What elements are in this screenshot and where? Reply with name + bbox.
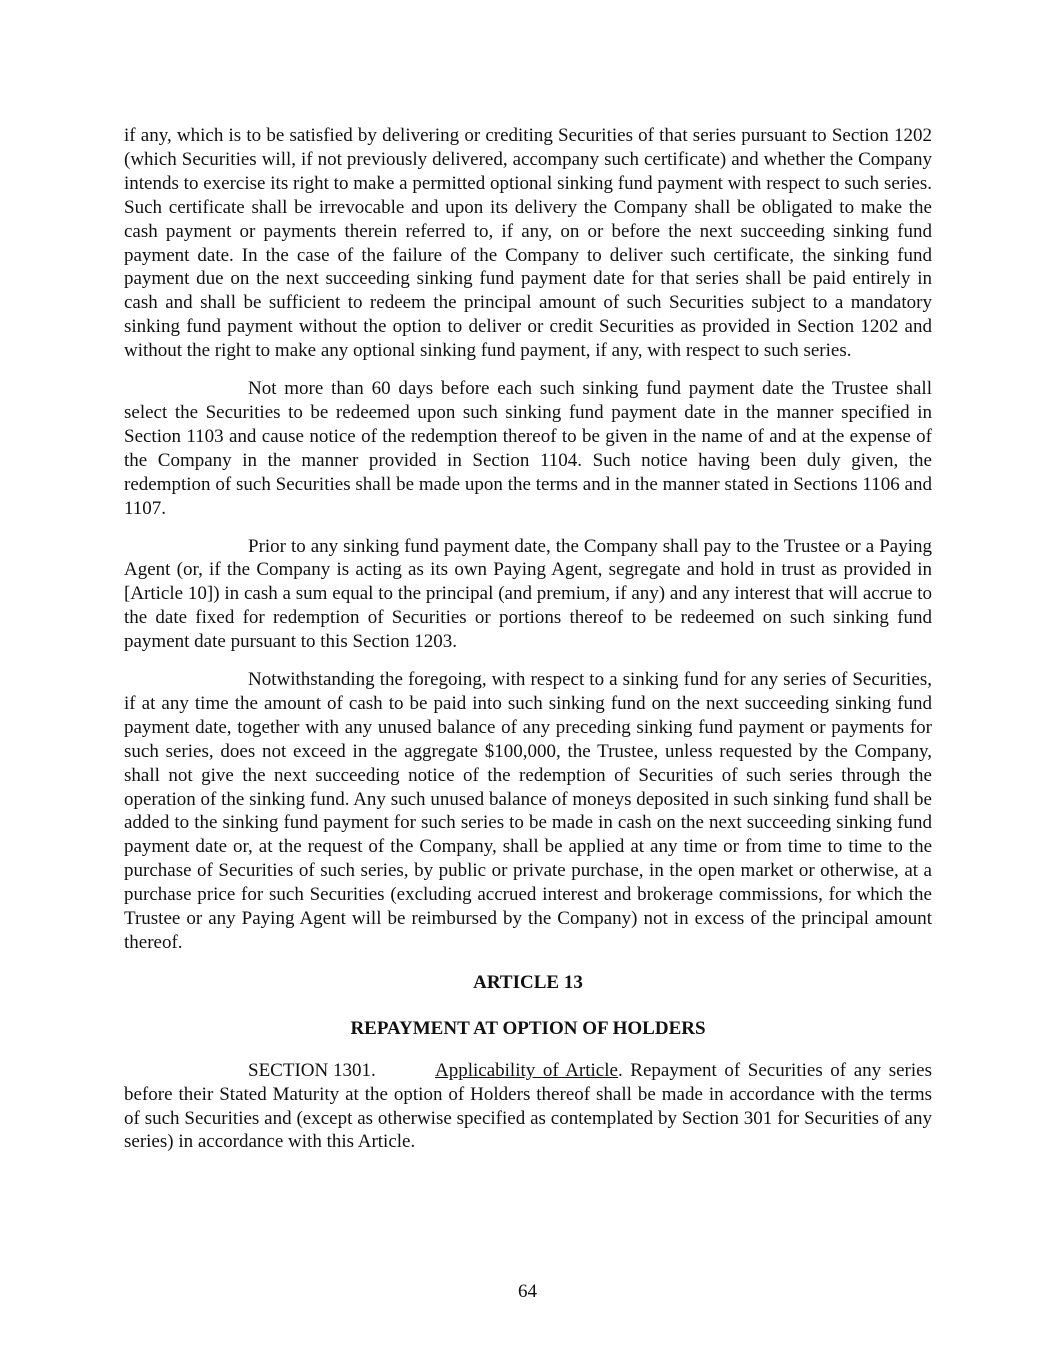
page-number: 64 — [518, 1281, 537, 1302]
article-heading: ARTICLE 13 — [473, 971, 583, 993]
article-title: REPAYMENT AT OPTION OF HOLDERS — [350, 1017, 706, 1039]
paragraph-trustee-selection: Not more than 60 days before each such sinking fund payment date the Trustee shall select the Securities to be redeemed upon such sinking fund payment date in the manner specified in Section 1103 and cause notice of the redemption thereof to be given in the name of and at the expense of the Company in the manner provided in Section 1104. Such notice having been duly given, the redemption of such Securities shall be made upon the terms and in the manner stated in Sections 1106 and 1107. — [124, 378, 932, 519]
document-page — [124, 124, 932, 1154]
section-title: Applicability of Article — [435, 1059, 618, 1081]
section-body: . Repayment of Securities of any series before their Stated Maturity at the option of Holders thereof shall be made in accordance with the terms of such Securities and (except as otherwise specified as contemplated by Section 301 for Securities of any series) in accordance with this Article. — [124, 1059, 932, 1153]
section-1301 — [124, 1059, 932, 1155]
paragraph-notwithstanding: Notwithstanding the foregoing, with respect to a sinking fund for any series of Securities, if at any time the amount of cash to be paid into such sinking fund on the next succeeding sinking fund payment date, together with any unused balance of any preceding sinking fund payment or payments for such series, does not exceed in the aggregate $100,000, the Trustee, unless requested by the Company, shall not give the next succeeding notice of the redemption of Securities of such series through the operation of the sinking fund. Any such unused balance of moneys deposited in such sinking fund shall be added to the sinking fund payment for such series to be made in cash on the next succeeding sinking fund payment date or, at the request of the Company, shall be applied at any time or from time to time to the purchase of Securities of such series, by public or private purchase, in the open market or otherwise, at a purchase price for such Securities (excluding accrued interest and brokerage commissions, for which the Trustee or any Paying Agent will be reimbursed by the Company) not in excess of the principal amount thereof. — [124, 669, 932, 953]
paragraph-sinking-fund-certificate: if any, which is to be satisfied by delivering or crediting Securities of that series pursuant to Section 1202 (which Securities will, if not previously delivered, accompany such certificate) and whether the Company intends to exercise its right to make a permitted optional sinking fund payment with respect to such series. Such certificate shall be irrevocable and upon its delivery the Company shall be obligated to make the cash payment or payments therein referred to, if any, on or before the next succeeding sinking fund payment date. In the case of the failure of the Company to deliver such certificate, the sinking fund payment due on the next succeeding sinking fund payment date for that series shall be paid entirely in cash and shall be sufficient to redeem the principal amount of such Securities subject to a mandatory sinking fund payment without the option to deliver or credit Securities as provided in Section 1202 and without the right to make any optional sinking fund payment, if any, with respect to such series. — [124, 125, 932, 362]
paragraph-payment-prior: Prior to any sinking fund payment date, the Company shall pay to the Trustee or a Paying Agent (or, if the Company is acting as its own Paying Agent, segregate and hold in trust as provided in [Article 10]) in cash a sum equal to the principal (and premium, if any) and any interest that will accrue to the date fixed for redemption of Securities or portions thereof to be redeemed on such sinking fund payment date pursuant to this Section 1203. — [124, 535, 932, 653]
section-number: SECTION 1301. — [248, 1059, 376, 1081]
